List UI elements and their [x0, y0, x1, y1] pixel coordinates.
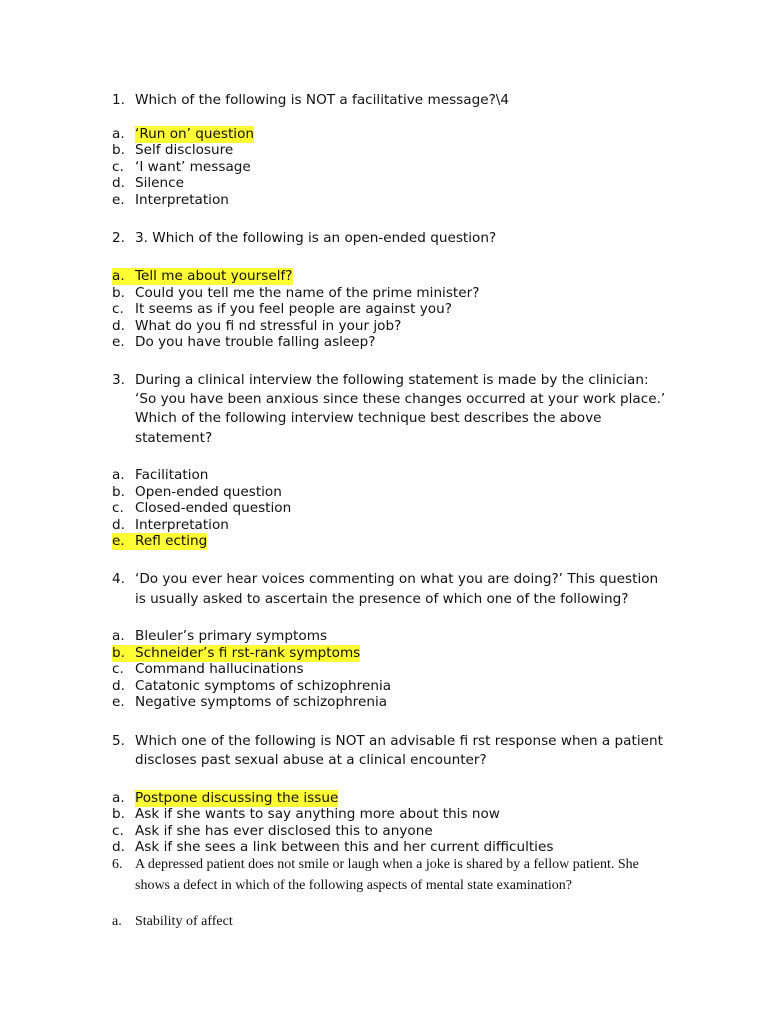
- option-text: Command hallucinations: [135, 661, 304, 677]
- option-text: Open-ended question: [135, 484, 282, 500]
- option-text: Ask if she has ever disclosed this to anyone: [135, 823, 433, 839]
- question-text: A depressed patient does not smile or laugh when a joke is shared by a fellow patient. She: [135, 857, 639, 872]
- option-letter: d.: [112, 175, 125, 191]
- option-letter: d.: [112, 678, 125, 694]
- option-letter: b.: [112, 285, 125, 301]
- option-letter: e.: [112, 334, 125, 350]
- option-text: Self disclosure: [135, 142, 234, 158]
- option-letter: c.: [112, 823, 124, 839]
- option-letter: b.: [112, 142, 125, 158]
- option-letter: c.: [112, 500, 124, 516]
- option-text-highlighted: Refl ecting: [135, 533, 208, 549]
- option-text: Interpretation: [135, 517, 229, 533]
- question-text: 3. Which of the following is an open-ended question?: [135, 230, 497, 246]
- option-letter: a.: [112, 126, 125, 142]
- option-text: ‘I want’ message: [135, 159, 251, 175]
- option-letter: a.: [112, 914, 122, 929]
- question-text: Which one of the following is NOT an advisable fi rst response when a patient: [135, 733, 663, 749]
- option-letter: e.: [112, 533, 136, 550]
- question-number: 4.: [112, 571, 125, 587]
- option-text: Catatonic symptoms of schizophrenia: [135, 678, 392, 694]
- option-text: Interpretation: [135, 192, 229, 208]
- option-letter: c.: [112, 661, 124, 677]
- option-letter: b.: [112, 806, 125, 822]
- option-text: Stability of affect: [135, 914, 233, 929]
- option-letter: a.: [112, 790, 125, 806]
- option-letter: d.: [112, 839, 125, 855]
- option-letter: d.: [112, 318, 125, 334]
- option-letter: a.: [112, 467, 125, 483]
- option-text-highlighted: Tell me about yourself?: [135, 268, 293, 284]
- option-text: Bleuler’s primary symptoms: [135, 628, 328, 644]
- question-text: ‘Do you ever hear voices commenting on what you are doing?’ This question: [135, 571, 659, 587]
- question-text: discloses past sexual abuse at a clinical encounter?: [135, 752, 487, 768]
- option-text: It seems as if you feel people are against you?: [135, 301, 452, 317]
- option-text: Closed-ended question: [135, 500, 292, 516]
- option-text: Could you tell me the name of the prime minister?: [135, 285, 480, 301]
- option-text: Silence: [135, 175, 184, 191]
- option-letter: a.: [112, 628, 125, 644]
- question-number: 1.: [112, 92, 125, 108]
- question-text: is usually asked to ascertain the presence of which one of the following?: [135, 591, 629, 607]
- option-letter: e.: [112, 694, 125, 710]
- option-text: What do you fi nd stressful in your job?: [135, 318, 402, 334]
- option-letter: c.: [112, 159, 124, 175]
- option-letter: b.: [112, 484, 125, 500]
- option-text: Do you have trouble falling asleep?: [135, 334, 376, 350]
- question-number: 6.: [112, 857, 123, 872]
- option-text: Facilitation: [135, 467, 209, 483]
- option-text-highlighted: Schneider’s fi rst-rank symptoms: [135, 645, 361, 661]
- option-text-highlighted: Postpone discussing the issue: [135, 790, 339, 806]
- option-text: Ask if she sees a link between this and her current difficulties: [135, 839, 554, 855]
- question-text: Which of the following is NOT a facilitative message?\4: [135, 92, 510, 108]
- option-letter: c.: [112, 301, 124, 317]
- question-text: During a clinical interview the following statement is made by the clinician:: [135, 372, 649, 388]
- option-text: Ask if she wants to say anything more about this now: [135, 806, 500, 822]
- question-text: ‘So you have been anxious since these changes occurred at your work place.’: [135, 391, 666, 407]
- question-text: statement?: [135, 430, 213, 446]
- option-text-highlighted: ‘Run on’ question: [135, 126, 255, 142]
- question-number: 5.: [112, 733, 125, 749]
- question-number: 3.: [112, 372, 125, 388]
- option-letter: e.: [112, 192, 125, 208]
- option-letter: a.: [112, 268, 136, 285]
- option-text: Negative symptoms of schizophrenia: [135, 694, 388, 710]
- option-letter: d.: [112, 517, 125, 533]
- question-text: Which of the following interview technique best describes the above: [135, 410, 602, 426]
- question-number: 2.: [112, 230, 125, 246]
- option-letter: b.: [112, 645, 136, 662]
- question-text: shows a defect in which of the following aspects of mental state examination?: [135, 878, 572, 893]
